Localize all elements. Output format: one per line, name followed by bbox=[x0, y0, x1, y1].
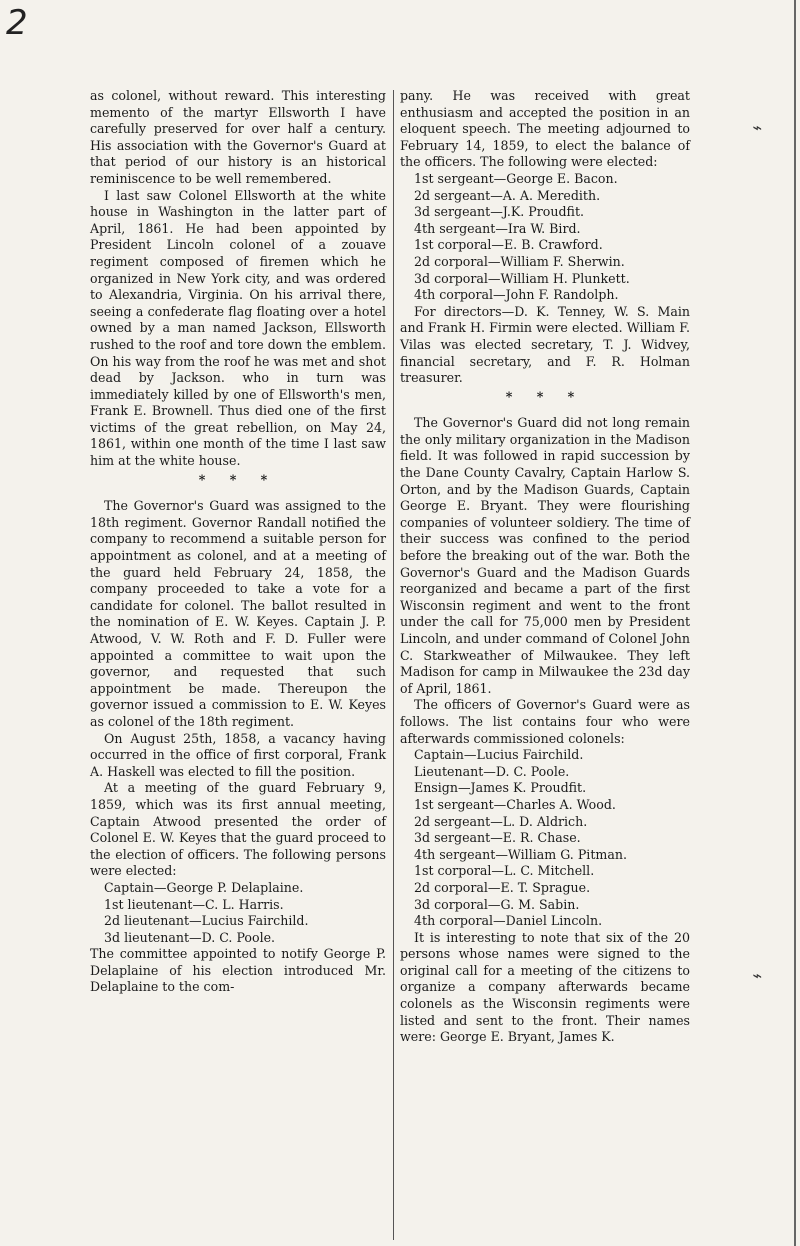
list-item: 3d lieutenant—D. C. Poole. bbox=[104, 929, 276, 945]
list-item: 1st corporal—L. C. Mitchell. bbox=[414, 863, 595, 879]
list-item: 1st corporal—E. B. Crawford. bbox=[414, 237, 603, 253]
page-number: 2 bbox=[6, 3, 28, 43]
list-item: 2d corporal—E. T. Sprague. bbox=[414, 879, 591, 895]
list-item: Captain—Lucius Fairchild. bbox=[414, 747, 584, 763]
officer-list bbox=[400, 747, 690, 930]
list-item: 2d sergeant—L. D. Aldrich. bbox=[414, 813, 588, 829]
list-item: 4th corporal—John F. Randolph. bbox=[414, 287, 619, 303]
list-item: 4th sergeant—William G. Pitman. bbox=[414, 846, 627, 862]
list-item: 2d sergeant—A. A. Meredith. bbox=[414, 187, 601, 203]
section-separator: * * * bbox=[505, 388, 585, 404]
paragraph: The Governor's Guard was assigned to the 18th regiment. Governor Randall notified the company to recommend a suitable person for appointment as colonel, and at a meeting of the guard held February 24, 1858, the company proceeded to take a vote for a candidate for colonel. The ballot resulted in the nomination of E. W. Keyes. Captain J. P. Atwood, V. W. Roth and F. D. Fuller were appointed a committee to wait upon the governor, and requested that such appointment be made. Thereupon the governor issued a commission to E. W. Keyes as colonel of the 18th regiment. bbox=[90, 498, 386, 729]
list-item: 3d sergeant—E. R. Chase. bbox=[414, 830, 581, 846]
list-item: 2d lieutenant—Lucius Fairchild. bbox=[104, 913, 309, 929]
list-item: 3d corporal—William H. Plunkett. bbox=[414, 270, 630, 286]
list-item: 3d sergeant—J.K. Proudfit. bbox=[414, 204, 585, 220]
list-item: Ensign—James K. Proudfit. bbox=[414, 780, 587, 796]
right-column bbox=[400, 88, 690, 1046]
left-column bbox=[90, 88, 386, 996]
paragraph: At a meeting of the guard February 9, 1859, which was its first annual meeting, Captain Atwood presented the order of Colonel E. W. Keyes that the guard proceed to the election of officers. The following persons were elected: bbox=[90, 780, 386, 879]
list-item: 1st sergeant—George E. Bacon. bbox=[414, 170, 618, 186]
paragraph: I last saw Colonel Ellsworth at the white house in Washington in the latter part of April, 1861. He had been appointed by President Lincoln colonel of a zouave regiment composed of firemen which he organized in New York city, and was ordered to Alexandria, Virginia. On his arrival there, seeing a confederate flag floating over a hotel owned by a man named Jackson, Ellsworth rushed to the roof and tore down the emblem. On his way from the roof he was met and shot dead by Jackson. who in turn was immediately killed by one of Ellsworth's men, Frank E. Brownell. Thus died one of the first victims of the great rebellion, on May 24, 1861, within one month of the time I last saw him at the white house. bbox=[90, 187, 386, 469]
list-item: Lieutenant—D. C. Poole. bbox=[414, 763, 570, 779]
paragraph: The committee appointed to notify George P. Delaplaine of his election introduced Mr. Delaplaine to the com- bbox=[90, 946, 386, 995]
paragraph: The Governor's Guard did not long remain the only military organization in the Madison field. It was followed in rapid succession by the Dane County Cavalry, Captain Harlow S. Orton, and by the Madison Guards, Captain George E. Bryant. They were flourishing companies of volunteer soldiery. The time of their success was confined to the period before the breaking out of the war. Both the Governor's Guard and the Madison Guards reorganized and became a part of the first Wisconsin regiment and went to the front under the call for 75,000 men by President Lincoln, and under command of Colonel John C. Starkweather of Milwaukee. They left Madison for camp in Milwaukee the 23d day of April, 1861. bbox=[400, 415, 690, 696]
list-item: Captain—George P. Delaplaine. bbox=[104, 879, 304, 895]
officer-list bbox=[400, 171, 690, 304]
page-edge-divider bbox=[794, 0, 796, 1246]
paragraph: as colonel, without reward. This interesting memento of the martyr Ellsworth I have carefully preserved for over half a century. His association with the Governor's Guard at that period of our history is an historical reminiscence to be well remembered. bbox=[90, 88, 386, 186]
paragraph: The officers of Governor's Guard were as follows. The list contains four who were afterwards commissioned colonels: bbox=[400, 697, 690, 746]
margin-mark: ⌁ bbox=[752, 966, 762, 985]
paragraph: pany. He was received with great enthusiasm and accepted the position in an eloquent speech. The meeting adjourned to February 14, 1859, to elect the balance of the officers. The following were elected: bbox=[400, 88, 690, 170]
margin-mark: ⌁ bbox=[752, 118, 762, 137]
paragraph: It is interesting to note that six of the 20 persons whose names were signed to the original call for a meeting of the citizens to organize a company afterwards became colonels as the Wisconsin regiments were listed and sent to the front. Their names were: George E. Bryant, James K. bbox=[400, 929, 690, 1045]
list-item: 4th sergeant—Ira W. Bird. bbox=[414, 220, 581, 236]
section-separator: * * * bbox=[198, 471, 278, 487]
list-item: 1st lieutenant—C. L. Harris. bbox=[104, 896, 284, 912]
officer-list bbox=[90, 880, 386, 946]
list-item: 3d corporal—G. M. Sabin. bbox=[414, 896, 580, 912]
paragraph: For directors—D. K. Tenney, W. S. Main and Frank H. Firmin were elected. William F. Vilas was elected secretary, T. J. Widvey, financial secretary, and F. R. Holman treasurer. bbox=[400, 303, 690, 386]
paragraph: On August 25th, 1858, a vacancy having occurred in the office of first corporal, Frank A. Haskell was elected to fill the position. bbox=[90, 730, 386, 779]
list-item: 1st sergeant—Charles A. Wood. bbox=[414, 796, 616, 812]
list-item: 2d corporal—William F. Sherwin. bbox=[414, 253, 625, 269]
column-divider bbox=[393, 90, 394, 1240]
list-item: 4th corporal—Daniel Lincoln. bbox=[414, 913, 603, 929]
